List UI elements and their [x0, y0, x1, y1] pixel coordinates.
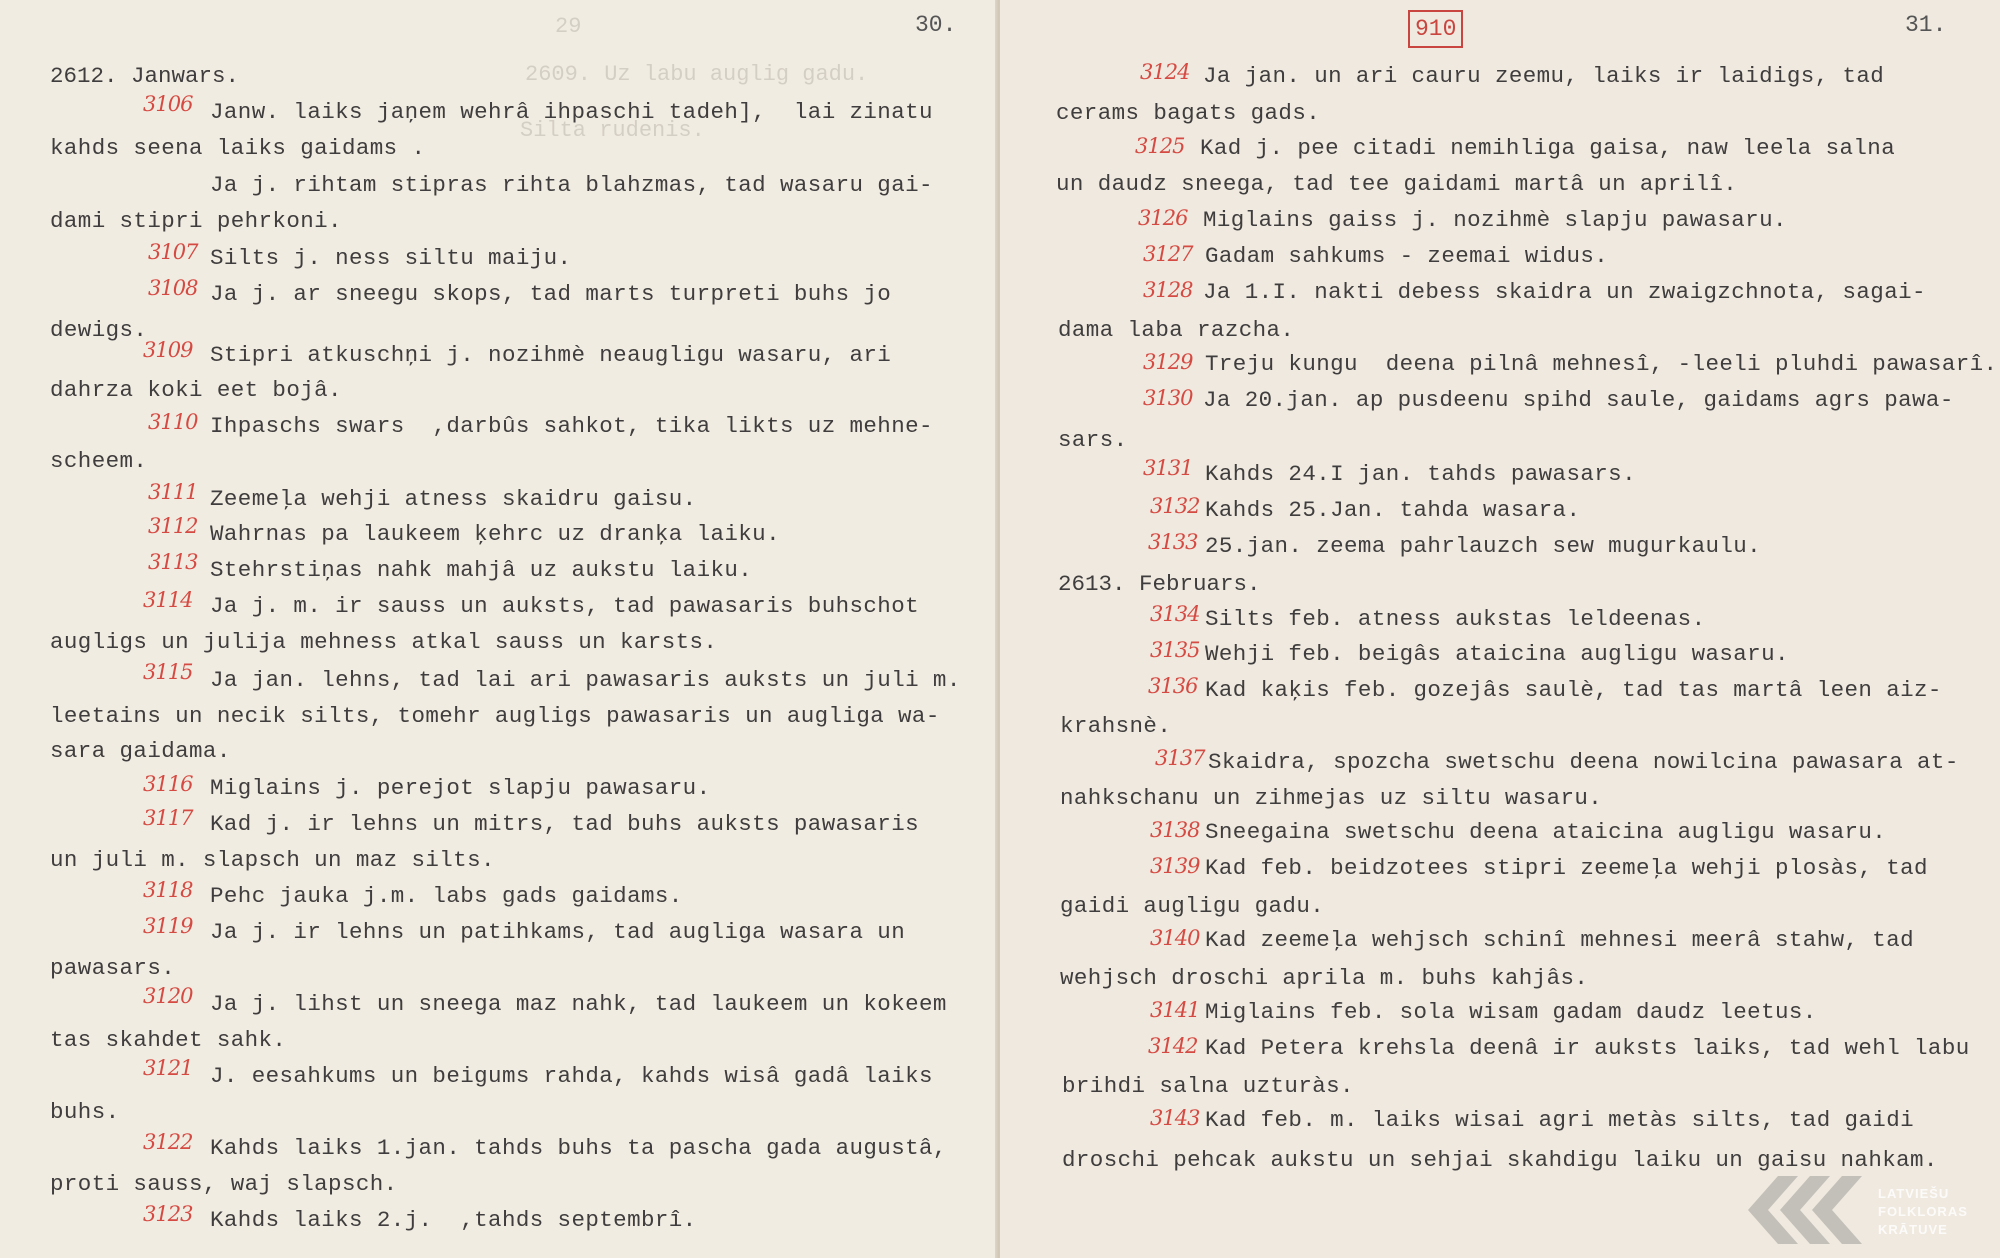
text-line: tas skahdet sahk.: [50, 1027, 287, 1053]
text-line: Ja j. lihst un sneega maz nahk, tad laukeem un kokeem: [210, 991, 947, 1017]
text-line: Kad Petera krehsla deenâ ir auksts laiks, tad wehl labu: [1205, 1035, 1970, 1061]
logo-text-line2: FOLKLORAS: [1878, 1204, 1968, 1219]
text-line: Ja j. m. ir sauss un auksts, tad pawasaris buhschot: [210, 593, 920, 619]
bleed-through-heading: 2609. Uz labu auglig gadu.: [525, 62, 869, 87]
text-line: gaidi augligu gadu.: [1060, 893, 1325, 919]
entry-number: 3111: [148, 480, 198, 504]
entry-number: 3106: [143, 92, 193, 116]
text-line: dewigs.: [50, 317, 148, 343]
entry-number: 3124: [1140, 60, 1190, 84]
entry-number: 3133: [1148, 530, 1198, 554]
text-line: Silts feb. atness aukstas leldeenas.: [1205, 606, 1706, 632]
entry-number: 3123: [143, 1202, 193, 1226]
text-line: Silts j. ness siltu maiju.: [210, 245, 572, 271]
text-line: Kad j. ir lehns un mitrs, tad buhs auksts pawasaris: [210, 811, 920, 837]
text-line: Ihpaschs swars ,darbûs sahkot, tika likts uz mehne-: [210, 413, 933, 439]
entry-number: 3121: [143, 1056, 193, 1080]
text-line: Ja 20.jan. ap pusdeenu spihd saule, gaidams agrs pawa-: [1203, 387, 1954, 413]
text-line: J. eesahkums un beigums rahda, kahds wisâ gadâ laiks: [210, 1063, 933, 1089]
entry-number: 3120: [143, 984, 193, 1008]
text-line: Ja j. ir lehns un patihkams, tad augliga wasara un: [210, 919, 906, 945]
archive-stamp: 910: [1408, 10, 1463, 48]
entry-number: 3108: [148, 276, 198, 300]
text-line: Gadam sahkums - zeemai widus.: [1205, 243, 1609, 269]
entry-number: 3142: [1148, 1034, 1198, 1058]
entry-number: 3109: [143, 338, 193, 362]
text-line: Treju kungu deena pilnâ mehnesî, -leeli pluhdi pawasarî.: [1205, 351, 1998, 377]
text-line: leetains un necik silts, tomehr augligs pawasaris un augliga wa-: [50, 703, 940, 729]
entry-number: 3139: [1150, 854, 1200, 878]
text-line: Ja jan. un ari cauru zeemu, laiks ir laidigs, tad: [1203, 63, 1885, 89]
entry-number: 3138: [1150, 818, 1200, 842]
section-heading-february: 2613. Februars.: [1058, 571, 1261, 597]
text-line: Kad kaķis feb. gozejâs saulè, tad tas martâ leen aiz-: [1205, 677, 1942, 703]
logo-text-line3: KRĀTUVE: [1878, 1222, 1948, 1237]
entry-number: 3125: [1135, 134, 1185, 158]
text-line: kahds seena laiks gaidams .: [50, 135, 426, 161]
entry-number: 3129: [1143, 350, 1193, 374]
entry-number: 3113: [148, 550, 198, 574]
text-line: Ja j. rihtam stipras rihta blahzmas, tad wasaru gai-: [210, 172, 933, 198]
left-page: [0, 0, 997, 1258]
text-line: Kahds 25.Jan. tahda wasara.: [1205, 497, 1581, 523]
text-line: pawasars.: [50, 955, 176, 981]
text-line: sars.: [1058, 427, 1128, 453]
text-line: dami stipri pehrkoni.: [50, 208, 342, 234]
text-line: brihdi salna uzturàs.: [1062, 1073, 1354, 1099]
entry-number: 3127: [1143, 242, 1193, 266]
text-line: Skaidra, spozcha swetschu deena nowilcina pawasara at-: [1208, 749, 1959, 775]
entry-number: 3141: [1150, 998, 1200, 1022]
text-line: dama laba razcha.: [1058, 317, 1295, 343]
entry-number: 3130: [1143, 386, 1193, 410]
text-line: Kahds 24.I jan. tahds pawasars.: [1205, 461, 1636, 487]
text-line: un daudz sneega, tad tee gaidami martâ un aprilî.: [1056, 171, 1738, 197]
text-line: Kad feb. beidzotees stipri zeemeļa wehji plosàs, tad: [1205, 855, 1928, 881]
entry-number: 3134: [1150, 602, 1200, 626]
page-number-left: 30.: [915, 12, 957, 38]
text-line: dahrza koki eet bojâ.: [50, 377, 342, 403]
text-line: Ja j. ar sneegu skops, tad marts turpreti buhs jo: [210, 281, 892, 307]
text-line: wehjsch droschi aprila m. buhs kahjâs.: [1060, 965, 1589, 991]
entry-number: 3126: [1138, 206, 1188, 230]
entry-number: 3136: [1148, 674, 1198, 698]
entry-number: 3116: [143, 772, 193, 796]
text-line: proti sauss, waj slapsch.: [50, 1171, 398, 1197]
text-line: Kad j. pee citadi nemihliga gaisa, naw leela salna: [1200, 135, 1896, 161]
text-line: Kahds laiks 2.j. ,tahds septembrî.: [210, 1207, 697, 1233]
text-line: augligs un julija mehness atkal sauss un karsts.: [50, 629, 718, 655]
text-line: Ja 1.I. nakti debess skaidra un zwaigzchnota, sagai-: [1203, 279, 1926, 305]
entry-number: 3131: [1143, 456, 1193, 480]
entry-number: 3119: [143, 914, 193, 938]
entry-number: 3107: [148, 240, 198, 264]
text-line: Miglains feb. sola wisam gadam daudz leetus.: [1205, 999, 1817, 1025]
bleed-through-page-number: 29: [555, 14, 582, 39]
text-line: Wehji feb. beigâs ataicina augligu wasaru.: [1205, 641, 1789, 667]
entry-number: 3112: [148, 514, 198, 538]
entry-number: 3122: [143, 1130, 193, 1154]
text-line: Stipri atkuschņi j. nozihmè neaugligu wasaru, ari: [210, 342, 892, 368]
text-line: un juli m. slapsch un maz silts.: [50, 847, 495, 873]
entry-number: 3132: [1150, 494, 1200, 518]
text-line: Janw. laiks jaņem wehrâ ihpaschi tadeh], lai zinatu: [210, 99, 933, 125]
entry-number: 3118: [143, 878, 193, 902]
text-line: Kahds laiks 1.jan. tahds buhs ta pascha gada augustâ,: [210, 1135, 947, 1161]
text-line: Stehrstiņas nahk mahjâ uz aukstu laiku.: [210, 557, 753, 583]
entry-number: 3143: [1150, 1106, 1200, 1130]
entry-number: 3117: [143, 806, 193, 830]
text-line: Pehc jauka j.m. labs gads gaidams.: [210, 883, 683, 909]
text-line: cerams bagats gads.: [1056, 100, 1321, 126]
page-number-right: 31.: [1905, 12, 1947, 38]
text-line: Miglains j. perejot slapju pawasaru.: [210, 775, 711, 801]
text-line: scheem.: [50, 448, 148, 474]
text-line: krahsnè.: [1060, 713, 1172, 739]
entry-number: 3135: [1150, 638, 1200, 662]
text-line: buhs.: [50, 1099, 120, 1125]
text-line: Sneegaina swetschu deena ataicina augligu wasaru.: [1205, 819, 1887, 845]
text-line: Wahrnas pa laukeem ķehrc uz dranķa laiku.: [210, 521, 780, 547]
logo-text-line1: LATVIEŠU: [1878, 1186, 1950, 1201]
entry-number: 3140: [1150, 926, 1200, 950]
entry-number: 3110: [148, 410, 198, 434]
entry-number: 3115: [143, 660, 193, 684]
text-line: Miglains gaiss j. nozihmè slapju pawasaru.: [1203, 207, 1787, 233]
text-line: Kad zeemeļa wehjsch schinî mehnesi meerâ stahw, tad: [1205, 927, 1915, 953]
entry-number: 3128: [1143, 278, 1193, 302]
text-line: nahkschanu un zihmejas uz siltu wasaru.: [1060, 785, 1603, 811]
text-line: Zeemeļa wehji atness skaidru gaisu.: [210, 486, 697, 512]
section-heading-january: 2612. Janwars.: [50, 63, 240, 89]
entry-number: 3114: [143, 588, 193, 612]
text-line: 25.jan. zeema pahrlauzch sew mugurkaulu.: [1205, 533, 1762, 559]
text-line: Ja jan. lehns, tad lai ari pawasaris auksts un juli m.: [210, 667, 961, 693]
bleed-through-entry: Silta rudenis.: [520, 118, 705, 143]
text-line: Kad feb. m. laiks wisai agri metàs silts, tad gaidi: [1205, 1107, 1915, 1133]
text-line: sara gaidama.: [50, 738, 231, 764]
entry-number: 3137: [1155, 746, 1205, 770]
text-line: droschi pehcak aukstu un sehjai skahdigu laiku un gaisu nahkam.: [1062, 1147, 1938, 1173]
